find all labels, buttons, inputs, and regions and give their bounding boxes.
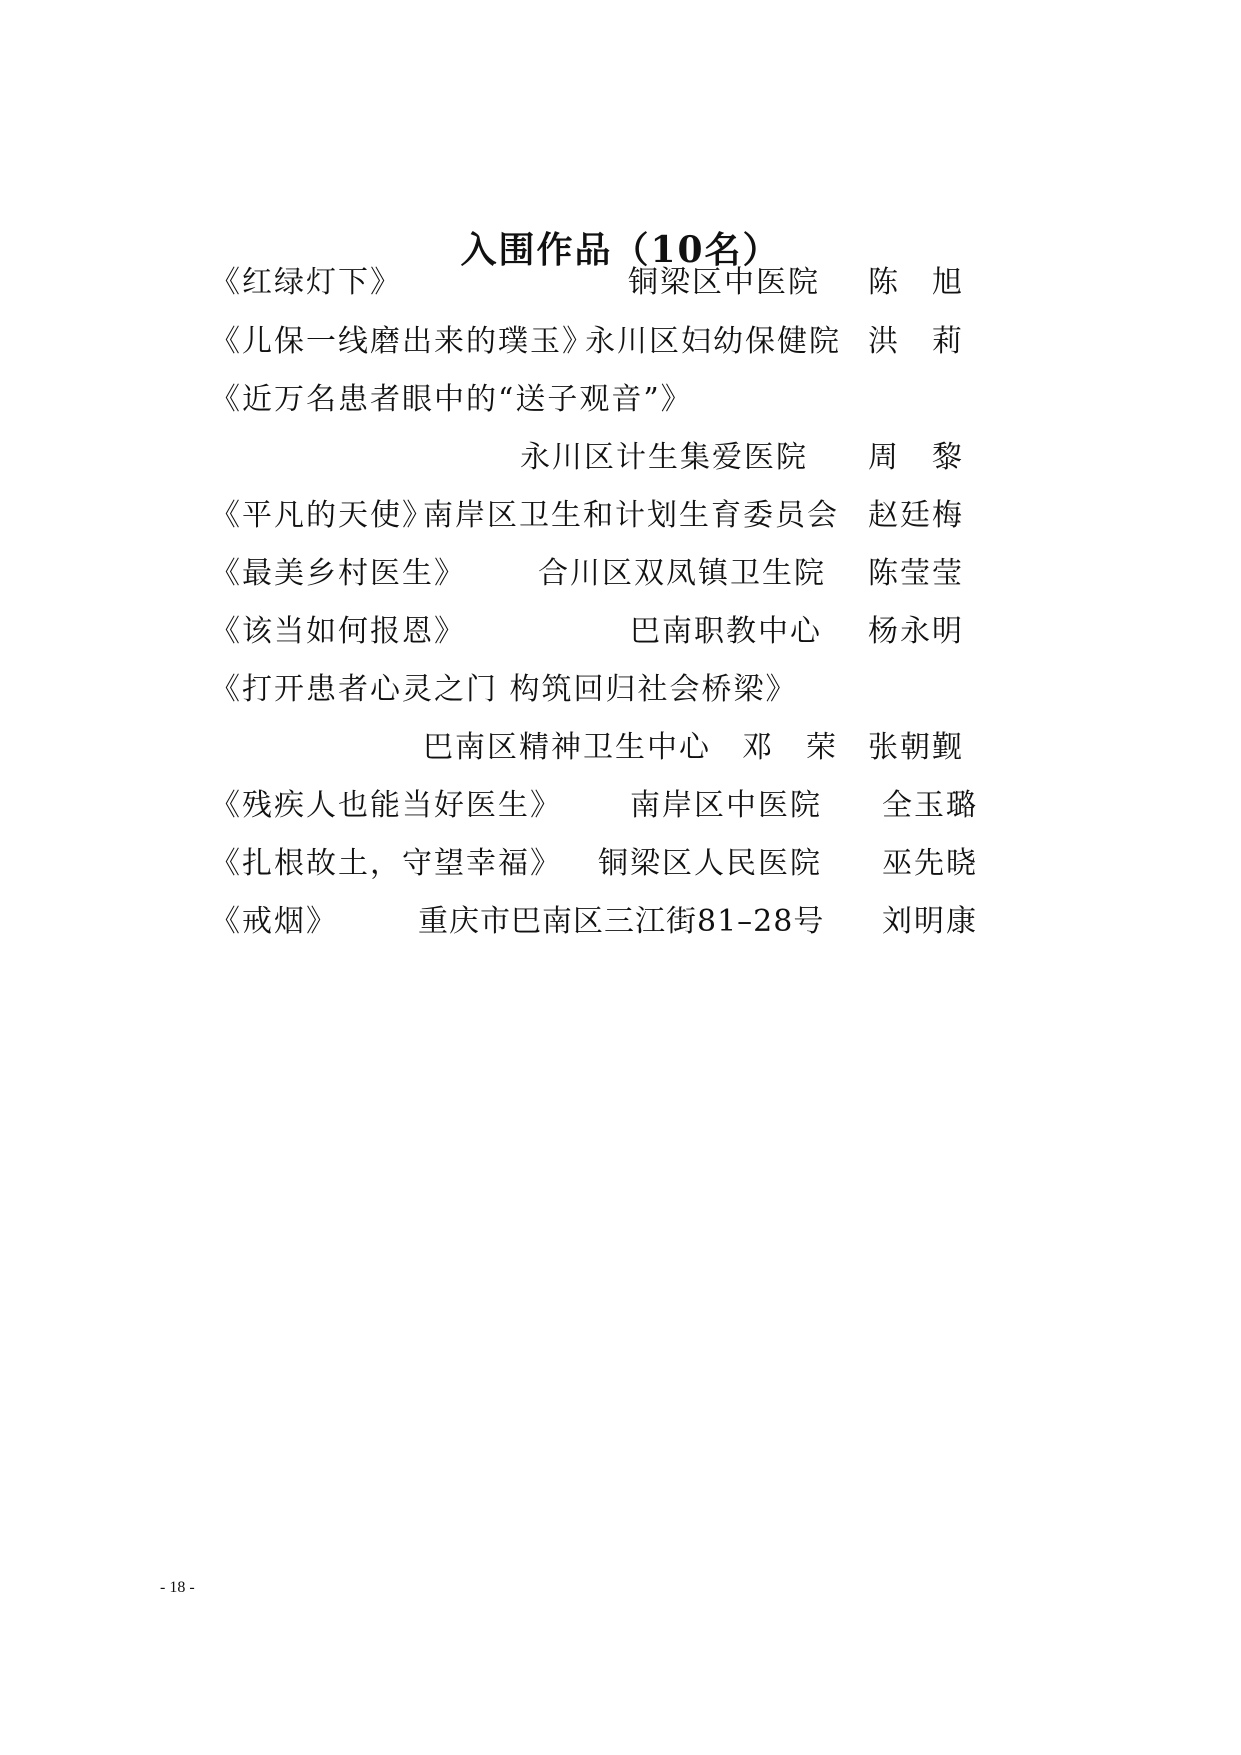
entry-author: 周 黎 [868,440,964,475]
entry-organization: 巴南职教中心 [630,614,822,649]
entry-title: 《该当如何报恩》 [210,614,466,649]
entry-title: 《平凡的天使》 [210,498,434,533]
entry-author: 陈 旭 [868,265,964,300]
entry-title: 《最美乡村医生》 [210,556,466,591]
entry-organization: 南岸区卫生和计划生育委员会 [423,498,839,533]
entry-author: 洪 莉 [868,324,964,359]
entry-title: 《戒烟》 [210,904,338,939]
entry-title: 《近万名患者眼中的“送子观音”》 [210,382,693,417]
entry-author-2: 张朝觐 [868,730,964,765]
entry-organization: 南岸区中医院 [630,788,822,823]
entry-organization: 铜梁区中医院 [628,265,820,300]
entry-title: 《儿保一线磨出来的璞玉》 [210,324,594,359]
entry-organization: 永川区妇幼保健院 [585,324,841,359]
entry-author: 巫先晓 [882,846,978,881]
entry-title: 《红绿灯下》 [210,265,402,300]
entry-author: 杨永明 [868,614,964,649]
entry-author: 陈莹莹 [868,556,964,591]
section-heading: 入围作品（10名） [460,229,781,271]
entry-organization: 合川区双凤镇卫生院 [538,556,826,591]
entry-author: 刘明康 [882,904,978,939]
entry-author: 赵廷梅 [868,498,964,533]
entry-author: 全玉璐 [882,788,978,823]
entry-title: 《扎根故土，守望幸福》 [210,846,562,881]
entry-title: 《打开患者心灵之门 构筑回归社会桥梁》 [210,672,798,707]
entry-organization: 重庆市巴南区三江街81–28号 [418,904,825,939]
entry-organization: 巴南区精神卫生中心 [423,730,711,765]
entry-author: 邓 荣 [742,730,838,765]
entry-organization: 铜梁区人民医院 [598,846,822,881]
entry-organization: 永川区计生集爱医院 [520,440,808,475]
page-number: - 18 - [160,1579,195,1596]
entry-title: 《残疾人也能当好医生》 [210,788,562,823]
